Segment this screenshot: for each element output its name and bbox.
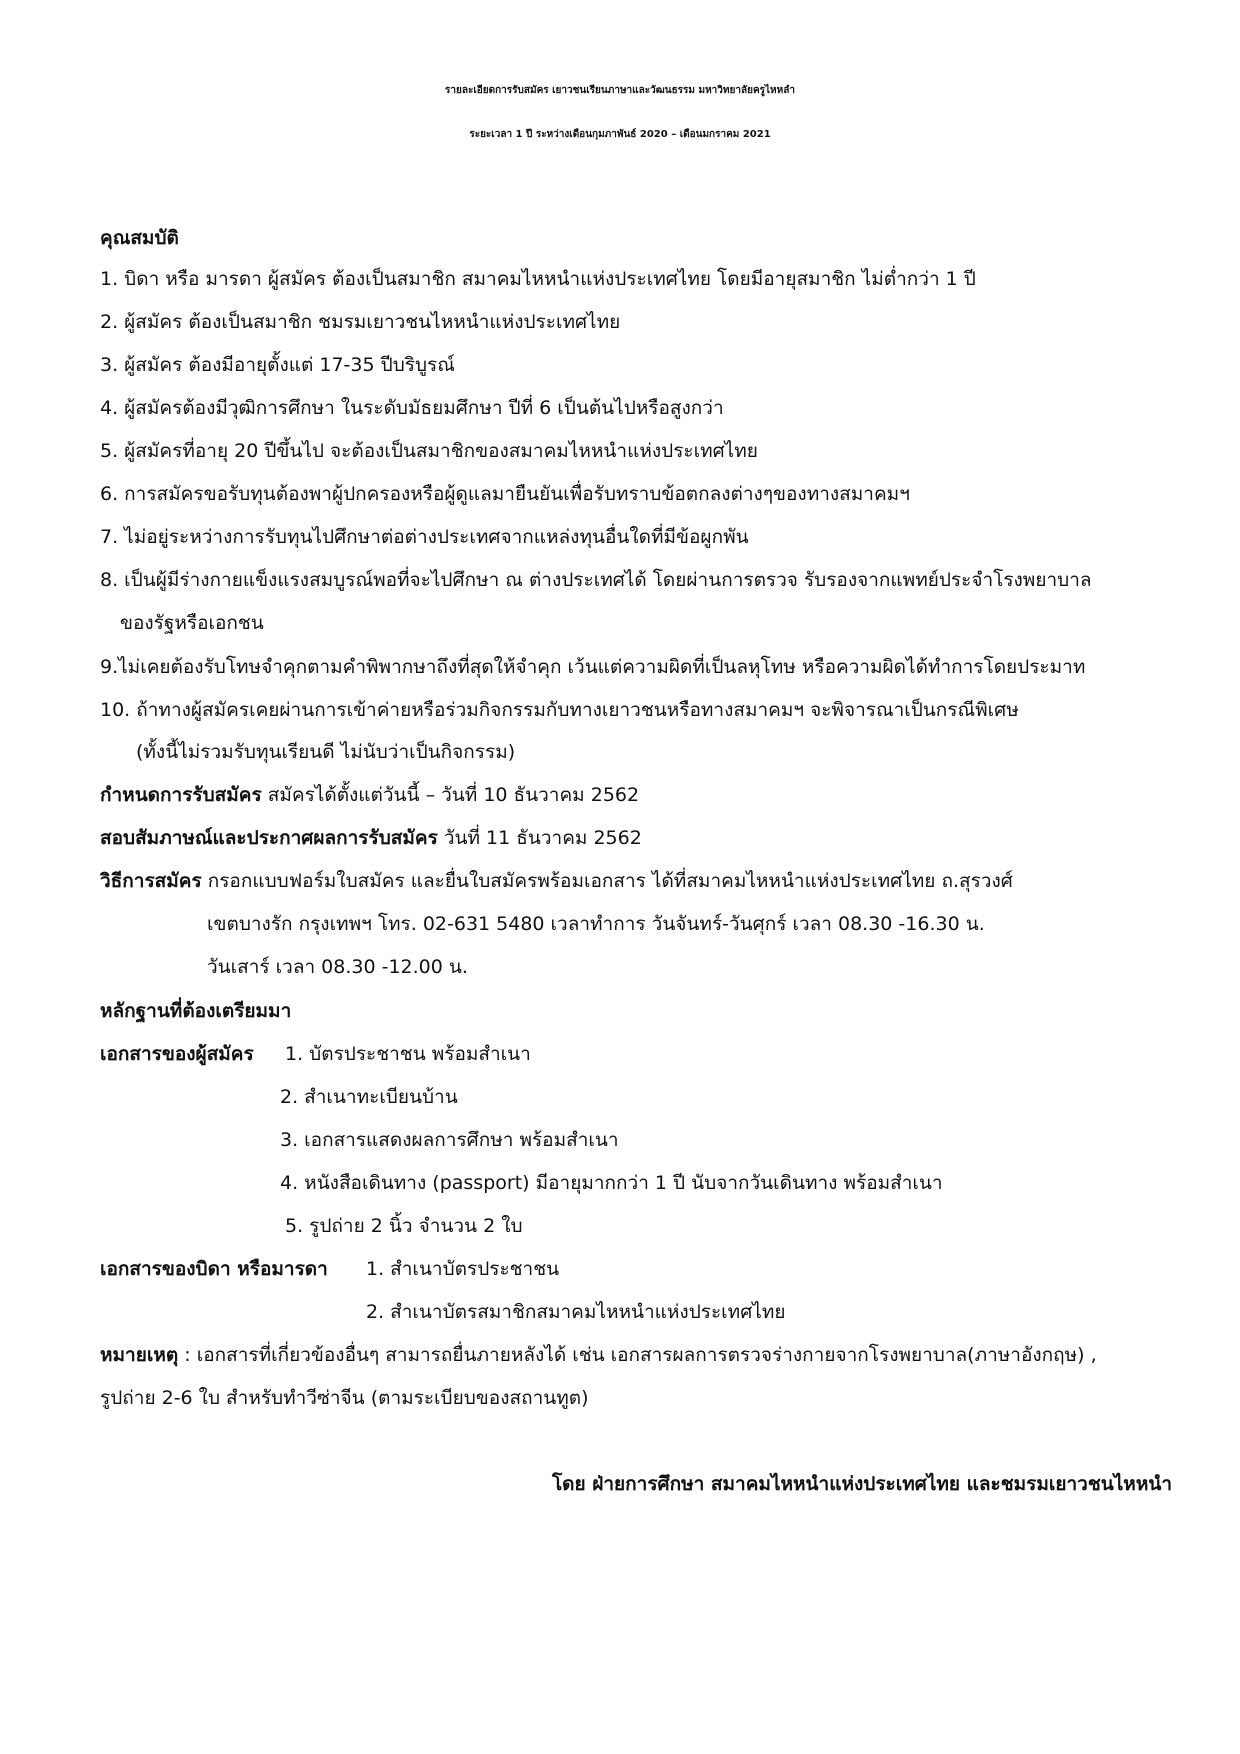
evidence-heading: หลักฐานที่ต้องเตรียมมา	[100, 1000, 292, 1022]
deadline-line	[100, 786, 639, 805]
interview-label: สอบสัมภาษณ์และประกาศผลการรับสมัคร	[100, 827, 438, 849]
qualification-item: 4. ผู้สมัครต้องมีวุฒิการศึกษา ในระดับมัธยมศึกษา ปีที่ 6 เป็นต้นไปหรือสูงกว่า	[100, 397, 724, 419]
qualification-item: 2. ผู้สมัคร ต้องเป็นสมาชิก ชมรมเยาวชนไหหนำแห่งประเทศไทย	[100, 311, 621, 333]
applicant-doc-item: 3. เอกสารแสดงผลการศึกษา พร้อมสำเนา	[280, 1129, 619, 1151]
parent-doc-item: 2. สำเนาบัตรสมาชิกสมาคมไหหนำแห่งประเทศไทย	[366, 1301, 786, 1323]
method-line-2: เขตบางรัก กรุงเทพฯ โทร. 02-631 5480 เวลาทำการ วันจันทร์-วันศุกร์ เวลา 08.30 -16.30 น.	[207, 913, 985, 935]
qualification-item: 1. บิดา หรือ มารดา ผู้สมัคร ต้องเป็นสมาชิก สมาคมไหหนำแห่งประเทศไทย โดยมีอายุสมาชิก ไม่ต่ำกว่า 1 ปี	[100, 268, 976, 290]
method-line	[100, 872, 1013, 891]
applicant-docs-label: เอกสารของผู้สมัคร	[100, 1043, 254, 1065]
qualification-item: 8. เป็นผู้มีร่างกายแข็งแรงสมบูรณ์พอที่จะไปศึกษา ณ ต่างประเทศได้ โดยผ่านการตรวจ รับรองจากแพทย์ประจำโรงพยาบาล	[100, 569, 1092, 591]
interview-text: วันที่ 11 ธันวาคม 2562	[437, 827, 642, 849]
applicant-doc-item: 2. สำเนาทะเบียนบ้าน	[280, 1086, 458, 1108]
qualification-item: 9.ไม่เคยต้องรับโทษจำคุกตามคำพิพากษาถึงที่สุดให้จำคุก เว้นแต่ความผิดที่เป็นลหุโทษ หรือความผิดได้ทำการโดยประมาท	[100, 656, 1086, 678]
qualification-item: 3. ผู้สมัคร ต้องมีอายุตั้งแต่ 17-35 ปีบริบูรณ์	[100, 354, 455, 376]
method-line-3: วันเสาร์ เวลา 08.30 -12.00 น.	[207, 956, 468, 978]
note-text: : เอกสารที่เกี่ยวข้องอื่นๆ สามารถยื่นภายหลังได้ เช่น เอกสารผลการตรวจร่างกายจากโรงพยาบาล(ภาษาอังกฤษ) ,	[178, 1344, 1097, 1366]
applicant-doc-item: 5. รูปถ่าย 2 นิ้ว จำนวน 2 ใบ	[285, 1215, 523, 1237]
note-label: หมายเหตุ	[100, 1344, 179, 1366]
deadline-text: สมัครได้ตั้งแต่วันนี้ – วันที่ 10 ธันวาคม 2562	[261, 784, 640, 806]
note-line-2: รูปถ่าย 2-6 ใบ สำหรับทำวีซ่าจีน (ตามระเบียบของสถานทูต)	[100, 1387, 589, 1409]
parent-docs-label: เอกสารของบิดา หรือมารดา	[100, 1258, 328, 1280]
qualification-item-continuation: (ทั้งนี้ไม่รวมรับทุนเรียนดี ไม่นับว่าเป็นกิจกรรม)	[136, 741, 516, 763]
title-line-2: ระยะเวลา 1 ปี ระหว่างเดือนกุมภาพันธ์ 2020 – เดือนมกราคม 2021	[469, 129, 771, 140]
qualification-item: 6. การสมัครขอรับทุนต้องพาผู้ปกครองหรือผู้ดูแลมายืนยันเพื่อรับทราบข้อตกลงต่างๆของทางสมาคมฯ	[100, 483, 910, 505]
applicant-doc-item: 4. หนังสือเดินทาง (passport) มีอายุมากกว่า 1 ปี นับจากวันเดินทาง พร้อมสำเนา	[280, 1172, 943, 1194]
qualification-item: 10. ถ้าทางผู้สมัครเคยผ่านการเข้าค่ายหรือร่วมกิจกรรมกับทางเยาวชนหรือทางสมาคมฯ จะพิจารณาเป็นกรณีพิเศษ	[100, 699, 1019, 721]
deadline-label: กำหนดการรับสมัคร	[100, 784, 262, 806]
interview-line	[100, 829, 642, 848]
applicant-doc-item: 1. บัตรประชาชน พร้อมสำเนา	[285, 1043, 531, 1065]
qualification-item-continuation: ของรัฐหรือเอกชน	[120, 612, 264, 634]
signature: โดย ฝ่ายการศึกษา สมาคมไหหนำแห่งประเทศไทย และชมรมเยาวชนไหหนำ	[551, 1473, 1172, 1495]
method-text: กรอกแบบฟอร์มใบสมัคร และยื่นใบสมัครพร้อมเอกสาร ได้ที่สมาคมไหหนำแห่งประเทศไทย ถ.สุรวงศ์	[201, 870, 1013, 892]
title-line-1: รายละเอียดการรับสมัคร เยาวชนเรียนภาษาและวัฒนธรรม มหาวิทยาลัยครูไหหลำ	[445, 85, 795, 96]
parent-doc-item: 1. สำเนาบัตรประชาชน	[366, 1258, 560, 1280]
qualification-item: 5. ผู้สมัครที่อายุ 20 ปีขึ้นไป จะต้องเป็นสมาชิกของสมาคมไหหนำแห่งประเทศไทย	[100, 440, 758, 462]
method-label: วิธีการสมัคร	[100, 870, 202, 892]
qualification-item: 7. ไม่อยู่ระหว่างการรับทุนไปศึกษาต่อต่างประเทศจากแหล่งทุนอื่นใดที่มีข้อผูกพัน	[100, 526, 749, 548]
note-line	[100, 1346, 1097, 1365]
qualifications-heading: คุณสมบัติ	[100, 227, 179, 249]
